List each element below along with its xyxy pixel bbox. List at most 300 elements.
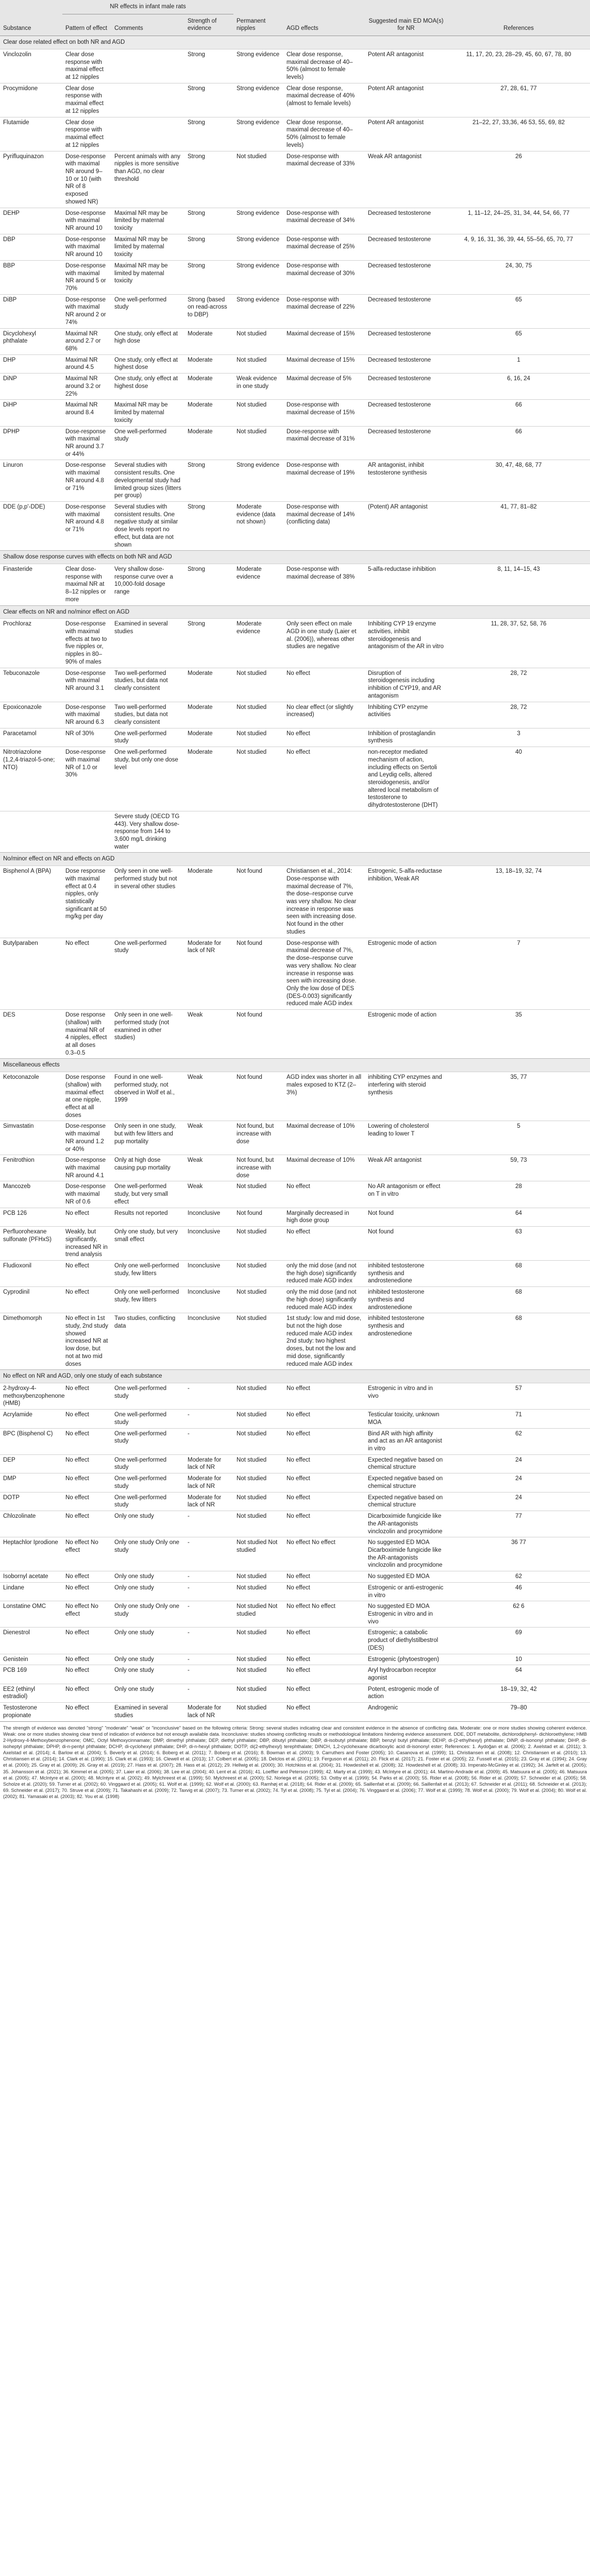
cell-comments: One well-performed study bbox=[111, 1410, 184, 1428]
cell-strength: Moderate bbox=[184, 702, 233, 728]
cell-substance: DEP bbox=[0, 1454, 62, 1473]
table-row bbox=[0, 260, 590, 294]
cell-pattern: No effect bbox=[62, 1571, 111, 1583]
cell-nipples: Strong evidence bbox=[233, 83, 283, 117]
cell-references: 40 bbox=[447, 747, 590, 811]
cell-references: 59, 73 bbox=[447, 1155, 590, 1181]
cell-nipples: Not studied bbox=[233, 1473, 283, 1492]
cell-comments: Two studies, conflicting data bbox=[111, 1313, 184, 1370]
cell-moa: Inhibiting CYP 19 enzyme activities, inhibit steroidogenesis and antagonism of the AR in vitro bbox=[365, 619, 447, 668]
cell-references: 4, 9, 16, 31, 36, 39, 44, 55–56, 65, 70, 77 bbox=[447, 234, 590, 260]
cell-strength: Moderate bbox=[184, 426, 233, 460]
table-row bbox=[0, 1313, 590, 1370]
cell-agd: No effect bbox=[283, 1454, 365, 1473]
cell-pattern: Weakly, but significantly, increased NR in trend analysis bbox=[62, 1227, 111, 1261]
cell-strength: - bbox=[184, 1628, 233, 1654]
cell-references: 57 bbox=[447, 1383, 590, 1410]
col-strength: Strength of evidence bbox=[184, 14, 233, 36]
cell-substance: Perfluorohexane sulfonate (PFHxS) bbox=[0, 1227, 62, 1261]
cell-agd: Clear dose response, maximal decrease of 40% (almost to female levels) bbox=[283, 83, 365, 117]
table-row bbox=[0, 1601, 590, 1628]
cell-moa: Estrogenic mode of action bbox=[365, 1010, 447, 1059]
cell-strength: - bbox=[184, 1537, 233, 1571]
cell-strength: Moderate for lack of NR bbox=[184, 1473, 233, 1492]
cell-comments: Only one study Only one study bbox=[111, 1601, 184, 1628]
cell-moa: Potent AR antagonist bbox=[365, 117, 447, 151]
cell-moa: inhibited testosterone synthesis and androstenedione bbox=[365, 1313, 447, 1370]
cell-pattern: No effect bbox=[62, 1287, 111, 1313]
cell-strength: - bbox=[184, 1383, 233, 1410]
cell-substance: Lonstatine OMC bbox=[0, 1601, 62, 1628]
cell-comments bbox=[111, 49, 184, 83]
cell-pattern: Dose-response with maximal NR around 4.8 or 71% bbox=[62, 460, 111, 502]
cell-moa: Estrogenic (phytoestrogen) bbox=[365, 1654, 447, 1665]
table-row bbox=[0, 1227, 590, 1261]
cell-pattern: No effect No effect bbox=[62, 1601, 111, 1628]
table-row bbox=[0, 1665, 590, 1684]
cell-comments: Only one study bbox=[111, 1665, 184, 1684]
cell-pattern: Clear dose-response with maximal NR at 8–12 nipples or more bbox=[62, 564, 111, 606]
cell-substance: Pyrifluquinazon bbox=[0, 151, 62, 208]
cell-references: 36 77 bbox=[447, 1537, 590, 1571]
table-row bbox=[0, 1010, 590, 1059]
cell-strength: - bbox=[184, 1582, 233, 1601]
cell-moa: Potent, estrogenic mode of action bbox=[365, 1684, 447, 1702]
cell-nipples: Not studied bbox=[233, 426, 283, 460]
cell-comments: Only one study, but very small effect bbox=[111, 1227, 184, 1261]
cell-substance: Isobornyl acetate bbox=[0, 1571, 62, 1583]
cell-nipples: Not studied bbox=[233, 668, 283, 702]
cell-nipples: Not studied bbox=[233, 1684, 283, 1702]
cell-pattern: Dose response (shallow) with maximal effect at one nipple, effect at all doses bbox=[62, 1072, 111, 1121]
table-row bbox=[0, 1181, 590, 1208]
cell-nipples: Strong evidence bbox=[233, 294, 283, 328]
cell-moa: No suggested ED MOA Estrogenic in vitro and in vivo bbox=[365, 1601, 447, 1628]
cell-comments: Only one study bbox=[111, 1571, 184, 1583]
cell-strength: - bbox=[184, 1511, 233, 1537]
cell-comments: Only one study bbox=[111, 1654, 184, 1665]
cell-references: 68 bbox=[447, 1313, 590, 1370]
table-row bbox=[0, 354, 590, 373]
cell-nipples: Not studied bbox=[233, 328, 283, 354]
table-row bbox=[0, 1208, 590, 1226]
cell-pattern: No effect bbox=[62, 1511, 111, 1537]
col-moa: Suggested main ED MOA(s) for NR bbox=[365, 0, 447, 36]
cell-strength bbox=[184, 811, 233, 853]
cell-substance: DMP bbox=[0, 1473, 62, 1492]
cell-agd: No effect bbox=[283, 747, 365, 811]
cell-references: 63 bbox=[447, 1227, 590, 1261]
col-comments: Comments bbox=[111, 14, 184, 36]
cell-substance bbox=[0, 811, 62, 853]
cell-agd: Dose-response with maximal decrease of 31% bbox=[283, 426, 365, 460]
cell-nipples: Not studied Not studied bbox=[233, 1601, 283, 1628]
cell-references: 27, 28, 61, 77 bbox=[447, 83, 590, 117]
cell-substance: Tebuconazole bbox=[0, 668, 62, 702]
cell-substance: Heptachlor Iprodione bbox=[0, 1537, 62, 1571]
cell-moa: Decreased testosterone bbox=[365, 234, 447, 260]
cell-pattern bbox=[62, 811, 111, 853]
cell-agd: No effect bbox=[283, 1227, 365, 1261]
section-title: No/minor effect on NR and effects on AGD bbox=[0, 853, 590, 866]
section-title: Miscellaneous effects bbox=[0, 1059, 590, 1072]
cell-nipples: Not found bbox=[233, 938, 283, 1009]
table-row bbox=[0, 1072, 590, 1121]
cell-comments: Maximal NR may be limited by maternal toxicity bbox=[111, 260, 184, 294]
cell-references: 1 bbox=[447, 354, 590, 373]
table-row bbox=[0, 1654, 590, 1665]
cell-pattern: No effect bbox=[62, 1665, 111, 1684]
cell-comments: One well-performed study, but very small effect bbox=[111, 1181, 184, 1208]
cell-agd: only the mid dose (and not the high dose) significantly reduced male AGD index bbox=[283, 1260, 365, 1286]
cell-substance: Fludioxonil bbox=[0, 1260, 62, 1286]
cell-comments: Results not reported bbox=[111, 1208, 184, 1226]
cell-nipples: Not studied bbox=[233, 151, 283, 208]
cell-pattern: No effect bbox=[62, 1428, 111, 1454]
header-row-1 bbox=[0, 0, 590, 14]
cell-nipples: Not studied bbox=[233, 1582, 283, 1601]
cell-moa: inhibited testosterone synthesis and androstenedione bbox=[365, 1287, 447, 1313]
cell-moa: Expected negative based on chemical structure bbox=[365, 1492, 447, 1511]
cell-pattern: Dose-response with maximal NR around 2 or 74% bbox=[62, 294, 111, 328]
cell-comments: One well-performed study bbox=[111, 1454, 184, 1473]
table-row bbox=[0, 564, 590, 606]
table-row bbox=[0, 234, 590, 260]
cell-references: 62 bbox=[447, 1571, 590, 1583]
cell-moa: Testicular toxicity, unknown MOA bbox=[365, 1410, 447, 1428]
table-body bbox=[0, 36, 590, 1721]
cell-agd: Only seen effect on male AGD in one study (Laier et al. (2006)), whereas other studies are negative bbox=[283, 619, 365, 668]
cell-comments: One study, only effect at highest dose bbox=[111, 354, 184, 373]
cell-moa: Decreased testosterone bbox=[365, 328, 447, 354]
cell-strength: Strong bbox=[184, 460, 233, 502]
cell-strength: Moderate bbox=[184, 328, 233, 354]
section-header bbox=[0, 605, 590, 619]
cell-agd: Dose-response with maximal decrease of 7%, the dose–response curve was very shallow. No clear increase in response was seen with increasing dose. Only the low dose of DES (DES-0.003) significantly reduced male AGD index bbox=[283, 938, 365, 1009]
cell-references: 18–19, 32, 42 bbox=[447, 1684, 590, 1702]
cell-nipples: Not studied bbox=[233, 1410, 283, 1428]
cell-comments: Only one study bbox=[111, 1582, 184, 1601]
cell-substance: Bisphenol A (BPA) bbox=[0, 866, 62, 938]
cell-moa: Not found bbox=[365, 1208, 447, 1226]
cell-comments: Examined in several studies bbox=[111, 619, 184, 668]
cell-pattern: Dose response with maximal effect at 0.4 nipples, only statistically significant at 50 mg/kg per day bbox=[62, 866, 111, 938]
cell-moa: Inhibition of prostaglandin synthesis bbox=[365, 728, 447, 747]
cell-strength: Inconclusive bbox=[184, 1287, 233, 1313]
col-permanent-nipples: Permanent nipples bbox=[233, 0, 283, 36]
cell-pattern: Dose-response with maximal effects at two to five nipples or, nipples in 80–90% of males bbox=[62, 619, 111, 668]
table-row bbox=[0, 1492, 590, 1511]
cell-pattern: No effect bbox=[62, 1582, 111, 1601]
cell-comments: One well-performed study bbox=[111, 1428, 184, 1454]
section-header bbox=[0, 36, 590, 49]
cell-moa: Aryl hydrocarbon receptor agonist bbox=[365, 1665, 447, 1684]
cell-references: 35, 77 bbox=[447, 1072, 590, 1121]
cell-pattern: No effect bbox=[62, 1492, 111, 1511]
cell-substance: Fenitrothion bbox=[0, 1155, 62, 1181]
cell-comments: One well-performed study bbox=[111, 294, 184, 328]
cell-substance: EE2 (ethinyl estradiol) bbox=[0, 1684, 62, 1702]
table-row bbox=[0, 328, 590, 354]
table-row bbox=[0, 747, 590, 811]
table-row bbox=[0, 1628, 590, 1654]
table-row bbox=[0, 668, 590, 702]
cell-references: 77 bbox=[447, 1511, 590, 1537]
cell-pattern: Dose-response with maximal NR around 3.1 bbox=[62, 668, 111, 702]
cell-comments: Only at high dose causing pup mortality bbox=[111, 1155, 184, 1181]
cell-comments: One well-performed study bbox=[111, 938, 184, 1009]
table-row bbox=[0, 1571, 590, 1583]
cell-nipples: Not studied bbox=[233, 1287, 283, 1313]
cell-pattern: No effect bbox=[62, 1703, 111, 1721]
cell-pattern: Clear dose response with maximal effect at 12 nipples bbox=[62, 83, 111, 117]
cell-moa: Decreased testosterone bbox=[365, 260, 447, 294]
table-row bbox=[0, 1703, 590, 1721]
cell-nipples: Not studied bbox=[233, 728, 283, 747]
cell-references: 64 bbox=[447, 1208, 590, 1226]
cell-moa: No suggested ED MOA bbox=[365, 1571, 447, 1583]
cell-agd: Maximal decrease of 10% bbox=[283, 1121, 365, 1155]
cell-agd: Clear dose response, maximal decrease of 40–50% (almost to female levels) bbox=[283, 49, 365, 83]
cell-nipples: Not studied bbox=[233, 1665, 283, 1684]
cell-comments: Found in one well-performed study, not observed in Wolf et al., 1999 bbox=[111, 1072, 184, 1121]
col-references: References bbox=[447, 0, 590, 36]
table-row bbox=[0, 460, 590, 502]
cell-references: 65 bbox=[447, 328, 590, 354]
cell-agd: No effect bbox=[283, 1628, 365, 1654]
cell-strength: Moderate bbox=[184, 747, 233, 811]
cell-comments: Only one well-performed study, few litters bbox=[111, 1260, 184, 1286]
cell-strength: Strong bbox=[184, 208, 233, 234]
cell-agd: Marginally decreased in high dose group bbox=[283, 1208, 365, 1226]
cell-agd: No effect bbox=[283, 1410, 365, 1428]
cell-pattern: Dose-response with maximal NR around 1.2 or 40% bbox=[62, 1121, 111, 1155]
cell-references: 69 bbox=[447, 1628, 590, 1654]
cell-moa: Decreased testosterone bbox=[365, 400, 447, 426]
cell-references: 28, 72 bbox=[447, 668, 590, 702]
cell-agd: Dose-response with maximal decrease of 33% bbox=[283, 151, 365, 208]
cell-nipples: Moderate evidence (data not shown) bbox=[233, 501, 283, 550]
table-row bbox=[0, 208, 590, 234]
section-title: Clear effects on NR and no/minor effect on AGD bbox=[0, 605, 590, 619]
cell-references: 62 bbox=[447, 1428, 590, 1454]
cell-comments: Maximal NR may be limited by maternal toxicity bbox=[111, 234, 184, 260]
cell-references: 7 bbox=[447, 938, 590, 1009]
cell-references: 5 bbox=[447, 1121, 590, 1155]
cell-substance: Mancozeb bbox=[0, 1181, 62, 1208]
table-row bbox=[0, 117, 590, 151]
cell-moa bbox=[365, 811, 447, 853]
section-header bbox=[0, 1059, 590, 1072]
cell-moa: Disruption of steroidogenesis including inhibition of CYP19, and AR antagonism bbox=[365, 668, 447, 702]
cell-pattern: Maximal NR around 3.2 or 22% bbox=[62, 374, 111, 400]
cell-references bbox=[447, 811, 590, 853]
cell-nipples: Not found bbox=[233, 1010, 283, 1059]
cell-references: 24, 30, 75 bbox=[447, 260, 590, 294]
cell-references: 71 bbox=[447, 1410, 590, 1428]
cell-comments: One well-performed study bbox=[111, 426, 184, 460]
cell-substance: Prochloraz bbox=[0, 619, 62, 668]
cell-nipples bbox=[233, 811, 283, 853]
cell-comments: One well-performed study bbox=[111, 1492, 184, 1511]
col-substance: Substance bbox=[0, 0, 62, 36]
cell-agd: No effect No effect bbox=[283, 1601, 365, 1628]
cell-moa: Decreased testosterone bbox=[365, 354, 447, 373]
cell-pattern: Dose-response with maximal NR around 10 bbox=[62, 234, 111, 260]
cell-comments: One study, only effect at high dose bbox=[111, 328, 184, 354]
cell-agd: Clear dose response, maximal decrease of 40–50% (almost to female levels) bbox=[283, 117, 365, 151]
cell-agd: Maximal decrease of 15% bbox=[283, 328, 365, 354]
cell-comments: Only one well-performed study, few litters bbox=[111, 1287, 184, 1313]
cell-strength: - bbox=[184, 1428, 233, 1454]
cell-pattern: Maximal NR around 2.7 or 68% bbox=[62, 328, 111, 354]
cell-nipples: Not studied bbox=[233, 1181, 283, 1208]
cell-nipples: Weak evidence in one study bbox=[233, 374, 283, 400]
cell-strength: Inconclusive bbox=[184, 1227, 233, 1261]
cell-substance: DES bbox=[0, 1010, 62, 1059]
cell-pattern: No effect bbox=[62, 1628, 111, 1654]
table-row bbox=[0, 294, 590, 328]
cell-references: 35 bbox=[447, 1010, 590, 1059]
cell-pattern: Maximal NR around 8.4 bbox=[62, 400, 111, 426]
table-row bbox=[0, 619, 590, 668]
table-row bbox=[0, 702, 590, 728]
cell-pattern: Dose-response with maximal NR around 3.7 or 44% bbox=[62, 426, 111, 460]
cell-nipples: Not found bbox=[233, 1072, 283, 1121]
cell-pattern: No effect bbox=[62, 1383, 111, 1410]
cell-substance: Vinclozolin bbox=[0, 49, 62, 83]
cell-agd: No effect bbox=[283, 728, 365, 747]
table-row bbox=[0, 1684, 590, 1702]
section-title: Clear dose related effect on both NR and AGD bbox=[0, 36, 590, 49]
cell-agd: No effect bbox=[283, 1428, 365, 1454]
table-row bbox=[0, 501, 590, 550]
cell-references: 1, 11–12, 24–25, 31, 34, 44, 54, 66, 77 bbox=[447, 208, 590, 234]
cell-comments: One well-performed study bbox=[111, 1473, 184, 1492]
col-agd-effects: AGD effects bbox=[283, 0, 365, 36]
table-row bbox=[0, 866, 590, 938]
cell-agd: No effect bbox=[283, 1473, 365, 1492]
cell-pattern: NR of 30% bbox=[62, 728, 111, 747]
cell-references: 46 bbox=[447, 1582, 590, 1601]
cell-nipples: Not studied bbox=[233, 1703, 283, 1721]
cell-pattern: Dose-response with maximal NR around 9–10 or 10 (with NR of 8 exposed showed NR) bbox=[62, 151, 111, 208]
cell-nipples: Strong evidence bbox=[233, 234, 283, 260]
cell-agd: No effect bbox=[283, 1383, 365, 1410]
cell-nipples: Strong evidence bbox=[233, 49, 283, 83]
cell-references: 41, 77, 81–82 bbox=[447, 501, 590, 550]
cell-agd: No effect No effect bbox=[283, 1537, 365, 1571]
cell-moa: Decreased testosterone bbox=[365, 294, 447, 328]
cell-strength: Weak bbox=[184, 1181, 233, 1208]
cell-substance: DiBP bbox=[0, 294, 62, 328]
cell-moa: Estrogenic, 5-alfa-reductase inhibition, Weak AR bbox=[365, 866, 447, 938]
cell-references: 24 bbox=[447, 1473, 590, 1492]
cell-substance: Butylparaben bbox=[0, 938, 62, 1009]
cell-moa: Potent AR antagonist bbox=[365, 49, 447, 83]
cell-moa: inhibiting CYP enzymes and interfering with steroid synthesis bbox=[365, 1072, 447, 1121]
section-title: Shallow dose response curves with effects on both NR and AGD bbox=[0, 551, 590, 564]
cell-references: 28, 72 bbox=[447, 702, 590, 728]
cell-substance: Dimethomorph bbox=[0, 1313, 62, 1370]
cell-agd: Maximal decrease of 15% bbox=[283, 354, 365, 373]
cell-references: 8, 11, 14–15, 43 bbox=[447, 564, 590, 606]
cell-comments: Only one study Only one study bbox=[111, 1537, 184, 1571]
cell-references: 11, 17, 20, 23, 28–29, 45, 60, 67, 78, 80 bbox=[447, 49, 590, 83]
cell-agd: Maximal decrease of 10% bbox=[283, 1155, 365, 1181]
cell-moa: Estrogenic in vitro and in vivo bbox=[365, 1383, 447, 1410]
cell-comments: Only seen in one well-performed study but not in several other studies bbox=[111, 866, 184, 938]
cell-moa: Estrogenic or anti-estrogenic in vitro bbox=[365, 1582, 447, 1601]
cell-agd: 1st study: low and mid dose, but not the high dose reduced male AGD index 2nd study: two highest doses, but not the low and mid dose, significantly reduced male AGD index bbox=[283, 1313, 365, 1370]
cell-nipples: Not studied bbox=[233, 1654, 283, 1665]
cell-substance: Procymidone bbox=[0, 83, 62, 117]
section-header bbox=[0, 551, 590, 564]
cell-nipples: Not found, but increase with dose bbox=[233, 1155, 283, 1181]
cell-nipples: Strong evidence bbox=[233, 208, 283, 234]
cell-moa: Potent AR antagonist bbox=[365, 83, 447, 117]
cell-comments bbox=[111, 117, 184, 151]
cell-references: 79–80 bbox=[447, 1703, 590, 1721]
cell-agd: only the mid dose (and not the high dose) significantly reduced male AGD index bbox=[283, 1287, 365, 1313]
cell-strength: Strong bbox=[184, 49, 233, 83]
cell-moa: No suggested ED MOA Dicarboximide fungicide like the AR-antagonists vinclozolin and procymidone bbox=[365, 1537, 447, 1571]
cell-references: 24 bbox=[447, 1454, 590, 1473]
cell-references: 30, 47, 48, 68, 77 bbox=[447, 460, 590, 502]
cell-agd: No effect bbox=[283, 1703, 365, 1721]
cell-pattern: No effect in 1st study, 2nd study showed increased NR at low dose, but not at two mid doses bbox=[62, 1313, 111, 1370]
cell-substance: Finasteride bbox=[0, 564, 62, 606]
cell-substance: Dicyclohexyl phthalate bbox=[0, 328, 62, 354]
table-row bbox=[0, 1582, 590, 1601]
cell-pattern: Dose-response with maximal NR around 5 or 70% bbox=[62, 260, 111, 294]
cell-moa: non-receptor mediated mechanism of action, including effects on Sertoli and Leydig cells, altered steroidogenesis, and/or altered local metabolism of testosterone to dihydrotestosterone (DHT) bbox=[365, 747, 447, 811]
cell-references: 6, 16, 24 bbox=[447, 374, 590, 400]
cell-agd bbox=[283, 811, 365, 853]
cell-substance: Chlozolinate bbox=[0, 1511, 62, 1537]
cell-strength: Inconclusive bbox=[184, 1260, 233, 1286]
cell-moa: Androgenic bbox=[365, 1703, 447, 1721]
cell-comments: Two well-performed studies, but data not clearly consistent bbox=[111, 702, 184, 728]
cell-agd: Dose-response with maximal decrease of 34% bbox=[283, 208, 365, 234]
cell-pattern: No effect bbox=[62, 1410, 111, 1428]
cell-moa: Expected negative based on chemical structure bbox=[365, 1473, 447, 1492]
cell-comments: Only seen in one study, but with few litters and pup mortality bbox=[111, 1121, 184, 1155]
cell-strength: Strong (based on read-across to DBP) bbox=[184, 294, 233, 328]
cell-moa: Expected negative based on chemical structure bbox=[365, 1454, 447, 1473]
cell-moa: Estrogenic mode of action bbox=[365, 938, 447, 1009]
cell-strength: Moderate for lack of NR bbox=[184, 1454, 233, 1473]
cell-nipples: Not studied bbox=[233, 1313, 283, 1370]
cell-moa: Bind AR with high affinity and act as an AR antagonist in vitro bbox=[365, 1428, 447, 1454]
cell-comments: Several studies with consistent results. One developmental study had limited group sizes (litters per group) bbox=[111, 460, 184, 502]
section-header bbox=[0, 1370, 590, 1383]
cell-nipples: Not found, but increase with dose bbox=[233, 1121, 283, 1155]
cell-substance: DOTP bbox=[0, 1492, 62, 1511]
cell-moa: Inhibiting CYP enzyme activities bbox=[365, 702, 447, 728]
cell-pattern: No effect No effect bbox=[62, 1537, 111, 1571]
table-row bbox=[0, 1155, 590, 1181]
cell-nipples: Strong evidence bbox=[233, 117, 283, 151]
cell-strength: Moderate for lack of NR bbox=[184, 1492, 233, 1511]
cell-moa: Decreased testosterone bbox=[365, 208, 447, 234]
cell-agd: No effect bbox=[283, 1511, 365, 1537]
cell-strength: Weak bbox=[184, 1155, 233, 1181]
cell-nipples: Not found bbox=[233, 866, 283, 938]
cell-nipples: Not studied bbox=[233, 1511, 283, 1537]
cell-agd: Dose-response with maximal decrease of 14% (conflicting data) bbox=[283, 501, 365, 550]
cell-pattern: Dose-response with maximal NR of 0.6 bbox=[62, 1181, 111, 1208]
